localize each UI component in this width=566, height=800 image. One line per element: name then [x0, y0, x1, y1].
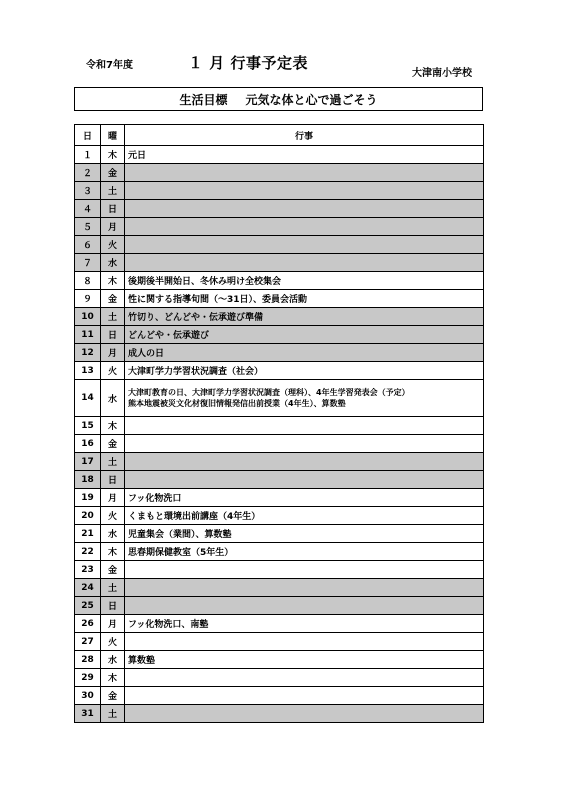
table-row — [75, 380, 484, 417]
event-cell: 竹切り、どんどや・伝承遊び準備 — [125, 308, 484, 326]
event-cell — [125, 597, 484, 615]
weekday: 土 — [101, 308, 125, 326]
event-cell — [125, 561, 484, 579]
table-row — [75, 218, 484, 236]
day-number: 30 — [75, 687, 101, 705]
weekday: 月 — [101, 489, 125, 507]
table-row — [75, 687, 484, 705]
table-row — [75, 579, 484, 597]
weekday: 木 — [101, 417, 125, 435]
weekday: 月 — [101, 218, 125, 236]
event-line: 熊本地震被災文化材復旧情報発信出前授業（4年生）、算数塾 — [128, 399, 346, 408]
day-number: 27 — [75, 633, 101, 651]
weekday: 土 — [101, 705, 125, 723]
event-cell: 算数塾 — [125, 651, 484, 669]
day-number: ９ — [75, 290, 101, 308]
event-cell: 元日 — [125, 146, 484, 164]
event-cell: 児童集会（業間）、算数塾 — [125, 525, 484, 543]
table-row — [75, 417, 484, 435]
weekday: 火 — [101, 633, 125, 651]
weekday: 金 — [101, 164, 125, 182]
day-number: 20 — [75, 507, 101, 525]
table-row — [75, 164, 484, 182]
weekday: 月 — [101, 615, 125, 633]
table-row — [75, 236, 484, 254]
table-row — [75, 290, 484, 308]
table-row — [75, 633, 484, 651]
event-cell — [125, 705, 484, 723]
day-number: 23 — [75, 561, 101, 579]
weekday: 水 — [101, 254, 125, 272]
table-header-row — [75, 125, 484, 146]
table-row — [75, 597, 484, 615]
day-number: ４ — [75, 200, 101, 218]
school-name: 大津南小学校 — [412, 68, 472, 79]
day-number: 19 — [75, 489, 101, 507]
weekday: 日 — [101, 326, 125, 344]
table-row — [75, 651, 484, 669]
table-row — [75, 543, 484, 561]
weekday: 水 — [101, 380, 125, 417]
day-number: 25 — [75, 597, 101, 615]
table-row — [75, 272, 484, 290]
day-number: 12 — [75, 344, 101, 362]
table-row — [75, 615, 484, 633]
event-cell — [125, 236, 484, 254]
column-header-event: 行事 — [125, 125, 484, 146]
event-cell — [125, 380, 484, 417]
weekday: 木 — [101, 543, 125, 561]
event-cell: 成人の日 — [125, 344, 484, 362]
fiscal-year-label: 令和7年度 — [86, 60, 133, 71]
day-number: ７ — [75, 254, 101, 272]
day-number: ３ — [75, 182, 101, 200]
weekday: 火 — [101, 362, 125, 380]
event-cell: くまもと環境出前講座（4年生） — [125, 507, 484, 525]
event-cell — [125, 417, 484, 435]
table-row — [75, 489, 484, 507]
table-row — [75, 146, 484, 164]
weekday: 日 — [101, 200, 125, 218]
schedule-table — [74, 124, 484, 723]
day-number: 17 — [75, 453, 101, 471]
event-cell — [125, 687, 484, 705]
event-cell: 後期後半開始日、冬休み明け全校集会 — [125, 272, 484, 290]
day-number: 16 — [75, 435, 101, 453]
weekday: 日 — [101, 597, 125, 615]
event-cell — [125, 669, 484, 687]
table-row — [75, 507, 484, 525]
weekday: 土 — [101, 182, 125, 200]
schedule-body — [75, 146, 484, 723]
weekday: 月 — [101, 344, 125, 362]
event-cell — [125, 218, 484, 236]
event-cell — [125, 182, 484, 200]
day-number: 18 — [75, 471, 101, 489]
weekday: 金 — [101, 561, 125, 579]
day-number: 21 — [75, 525, 101, 543]
day-number: 31 — [75, 705, 101, 723]
day-number: 15 — [75, 417, 101, 435]
event-cell: フッ化物洗口、南塾 — [125, 615, 484, 633]
weekday: 水 — [101, 525, 125, 543]
table-row — [75, 525, 484, 543]
event-cell — [125, 200, 484, 218]
day-number: 13 — [75, 362, 101, 380]
weekday: 土 — [101, 453, 125, 471]
day-number: 29 — [75, 669, 101, 687]
life-goal-box — [74, 87, 483, 111]
day-number: ６ — [75, 236, 101, 254]
table-row — [75, 705, 484, 723]
table-row — [75, 471, 484, 489]
day-number: ８ — [75, 272, 101, 290]
event-cell — [125, 164, 484, 182]
day-number: １ — [75, 146, 101, 164]
life-goal-text: 元気な体と心で過ごそう — [245, 92, 378, 107]
weekday: 木 — [101, 272, 125, 290]
column-header-weekday: 曜 — [101, 125, 125, 146]
event-cell — [125, 435, 484, 453]
day-number: 10 — [75, 308, 101, 326]
table-row — [75, 326, 484, 344]
table-row — [75, 453, 484, 471]
table-row — [75, 344, 484, 362]
day-number: 24 — [75, 579, 101, 597]
event-cell — [125, 254, 484, 272]
day-number: 11 — [75, 326, 101, 344]
weekday: 火 — [101, 236, 125, 254]
event-line: 大津町教育の日、大津町学力学習状況調査（理科）、4年生学習発表会（予定） — [128, 388, 410, 397]
weekday: 日 — [101, 471, 125, 489]
page-title: １ 月 行事予定表 — [188, 54, 308, 72]
event-cell: フッ化物洗口 — [125, 489, 484, 507]
event-cell — [125, 633, 484, 651]
day-number: 14 — [75, 380, 101, 417]
event-cell: 大津町学力学習状況調査（社会） — [125, 362, 484, 380]
table-row — [75, 669, 484, 687]
table-row — [75, 254, 484, 272]
table-row — [75, 182, 484, 200]
event-cell: 思春期保健教室（5年生） — [125, 543, 484, 561]
day-number: 28 — [75, 651, 101, 669]
table-row — [75, 561, 484, 579]
weekday: 土 — [101, 579, 125, 597]
table-row — [75, 200, 484, 218]
weekday: 金 — [101, 687, 125, 705]
event-cell — [125, 471, 484, 489]
day-number: 22 — [75, 543, 101, 561]
weekday: 木 — [101, 669, 125, 687]
day-number: 26 — [75, 615, 101, 633]
day-number: ２ — [75, 164, 101, 182]
column-header-day: 日 — [75, 125, 101, 146]
weekday: 火 — [101, 507, 125, 525]
weekday: 金 — [101, 290, 125, 308]
day-number: ５ — [75, 218, 101, 236]
table-row — [75, 308, 484, 326]
weekday: 金 — [101, 435, 125, 453]
life-goal-label: 生活目標 — [179, 92, 228, 107]
event-cell: どんどや・伝承遊び — [125, 326, 484, 344]
table-row — [75, 362, 484, 380]
event-cell: 性に関する指導旬間（～31日）、委員会活動 — [125, 290, 484, 308]
event-cell — [125, 453, 484, 471]
weekday: 木 — [101, 146, 125, 164]
table-row — [75, 435, 484, 453]
weekday: 水 — [101, 651, 125, 669]
event-cell — [125, 579, 484, 597]
